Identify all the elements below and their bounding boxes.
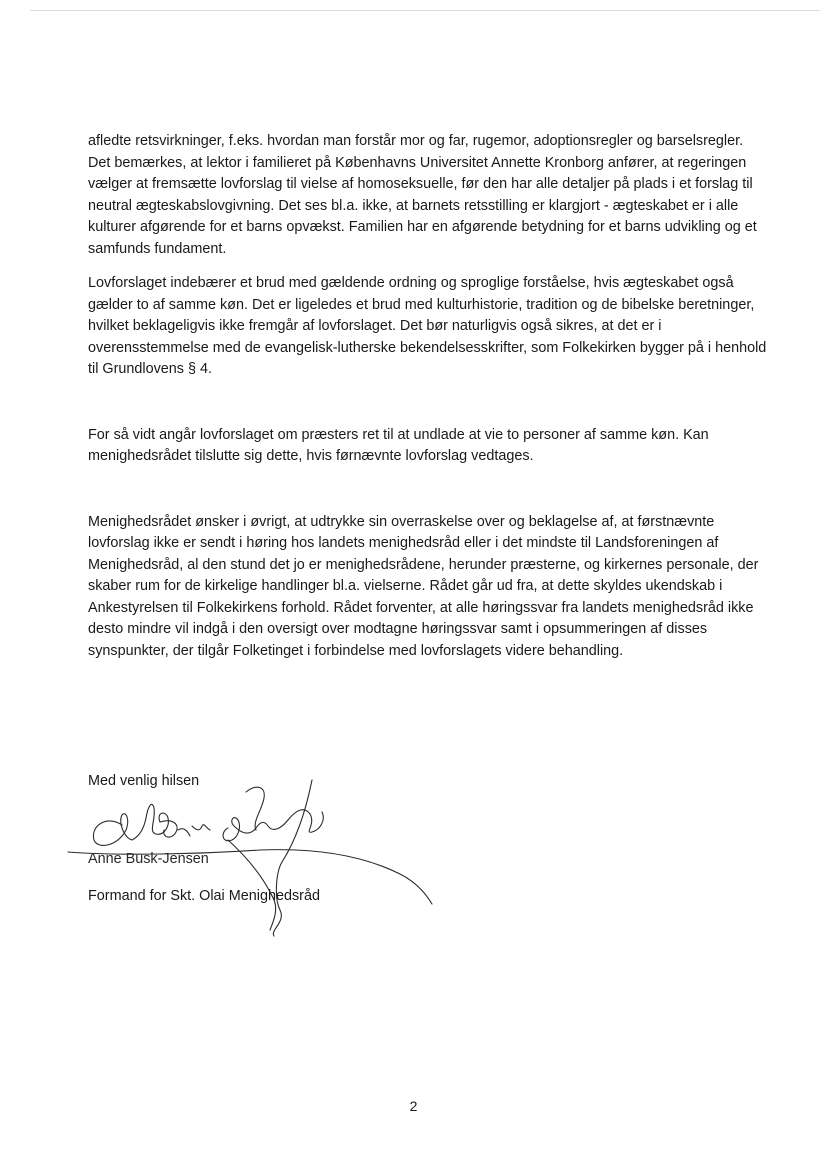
letter-body [88, 131, 768, 675]
signer-name: Anne Busk-Jensen [88, 851, 209, 867]
paragraph-tradition-break: Lovforslaget indebærer et brud med gældende ordning og sproglige forståelse, hvis ægteskabet også gælder to af samme køn. Det er ligeledes et brud med kulturhistorie, tradition og de bibelske beretninger, hvilket beklageligvis ikke fremgår af lovforslaget. Det bør naturligvis også sikres, at det er i overensstemmelse med de evangelisk-lutherske bekendelsesskrifter, som Folkekirken bygger på i henhold til Grundlovens § 4. [88, 275, 767, 377]
paragraph-priests-right: For så vidt angår lovforslaget om præsters ret til at undlade at vie to personer af samme køn. Kan menighedsrådet tilslutte sig dette, hvis førnævnte lovforslag vedtages. [88, 426, 709, 464]
closing-greeting: Med venlig hilsen [88, 773, 200, 789]
signer-title: Formand for Skt. Olai Menighedsråd [88, 888, 320, 904]
page-number: 2 [409, 1098, 418, 1114]
scan-edge-line [30, 10, 820, 11]
paragraph-family-consequences: afledte retsvirkninger, f.eks. hvordan man forstår mor og far, rugemor, adoptionsregler og barselsregler. Det bemærkes, at lektor i familieret på Københavns Universitet Annette Kronborg anfører, at regeringen vælger at fremsætte lovforslag til vielse af homoseksuelle, før den har alle detaljer på plads i et forslag til neutral ægteskabslovgivning. Det ses bl.a. ikke, at barnets retsstilling er klargjort - ægteskabet er i alle kulturer afgørende for et barns opvækst. Familien har en afgørende betydning for et barns udvikling og et samfunds fundament. [88, 133, 757, 257]
paragraph-hearing-complaint: Menighedsrådet ønsker i øvrigt, at udtrykke sin overraskelse over og beklagelse af, at førstnævnte lovforslag ikke er sendt i høring hos landets menighedsråd eller i det mindste til Landsforeningen af Menighedsråd, al den stund det jo er menighedsrådene, herunder præsterne, og kirkernes personale, der skaber rum for de kirkelige handlinger bl.a. vielserne. Rådet går ud fra, at dette skyldes ukendskab i Ankestyrelsen til Folkekirkens forhold. Rådet forventer, at alle høringssvar fra landets menighedsråd ikke desto mindre vil indgå i den oversigt over modtagne høringssvar samt i opsummeringen af disses synspunkter, der tilgår Folketinget i forbindelse med lovforslagets videre behandling. [88, 513, 759, 659]
